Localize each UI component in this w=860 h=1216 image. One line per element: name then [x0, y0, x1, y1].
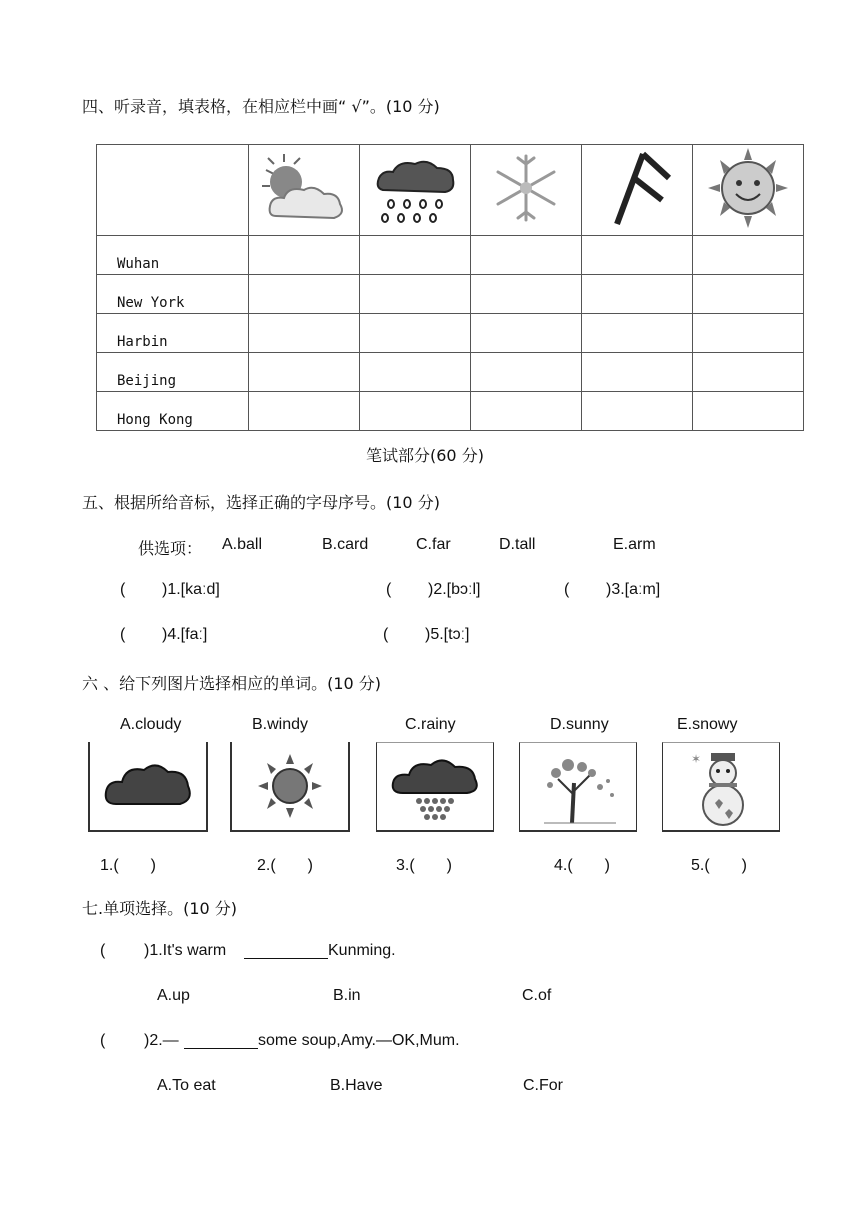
table-row: [97, 236, 804, 275]
answer-5[interactable]: 5.( ): [691, 857, 748, 874]
weather-table: [96, 144, 804, 431]
word-b: B.windy: [252, 716, 309, 733]
q1-option-a: A.up: [157, 987, 190, 1004]
q1-option-b: B.in: [333, 987, 361, 1004]
answer-cell[interactable]: [582, 353, 693, 392]
answer-paren[interactable]: (: [564, 581, 570, 598]
q2-option-a: A.To eat: [157, 1077, 216, 1094]
city-label: Hong Kong: [97, 392, 249, 431]
answer-cell[interactable]: [360, 353, 471, 392]
snowflake-icon: [471, 145, 582, 236]
answer-cell[interactable]: [249, 392, 360, 431]
answer-cell[interactable]: [693, 314, 804, 353]
answer-cell[interactable]: [471, 314, 582, 353]
question-2-stem: )2.—: [144, 1032, 179, 1049]
answer-cell[interactable]: [471, 275, 582, 314]
answer-paren[interactable]: (: [383, 626, 389, 643]
option-e: E.arm: [613, 536, 656, 553]
table-row: [97, 275, 804, 314]
answer-cell[interactable]: [249, 353, 360, 392]
table-row: [97, 314, 804, 353]
question-1-stem-end: Kunming.: [328, 942, 396, 959]
question-2-stem-end: some soup,Amy.—OK,Mum.: [258, 1032, 460, 1049]
sun-picture: [230, 742, 350, 832]
cloud-icon: [90, 742, 206, 830]
option-b: B.card: [322, 536, 369, 553]
windy-tree-icon: [520, 743, 636, 831]
phonetic-item-5: )5.[tɔː]: [425, 626, 470, 643]
section-5-title: 五、根据所给音标，选择正确的字母序号。(10 分): [82, 493, 440, 512]
options-label: 供选项：: [138, 539, 203, 558]
partly-cloudy-icon: [249, 145, 360, 236]
answer-cell[interactable]: [471, 353, 582, 392]
answer-2[interactable]: 2.( ): [257, 857, 314, 874]
cloud-picture: [88, 742, 208, 832]
answer-3[interactable]: 3.( ): [396, 857, 453, 874]
answer-cell[interactable]: [582, 392, 693, 431]
answer-cell[interactable]: [471, 392, 582, 431]
word-d: D.sunny: [550, 716, 609, 733]
svg-text:✶: ✶: [691, 752, 702, 766]
phonetic-item-4: )4.[faː]: [162, 626, 208, 643]
answer-cell[interactable]: [360, 314, 471, 353]
answer-cell[interactable]: [360, 275, 471, 314]
answer-cell[interactable]: [249, 275, 360, 314]
answer-cell[interactable]: [582, 236, 693, 275]
header-empty-cell: [97, 145, 249, 236]
city-label: Wuhan: [97, 236, 249, 275]
answer-cell[interactable]: [249, 314, 360, 353]
option-d: D.tall: [499, 536, 536, 553]
option-a: A.ball: [222, 536, 263, 553]
answer-cell[interactable]: [249, 236, 360, 275]
rain-cloud-picture: [376, 742, 494, 832]
snowman-picture: [662, 742, 780, 832]
answer-cell[interactable]: [693, 275, 804, 314]
answer-cell[interactable]: [582, 275, 693, 314]
question-1-stem: )1.It's warm: [144, 942, 227, 959]
answer-cell[interactable]: [471, 236, 582, 275]
city-label: Beijing: [97, 353, 249, 392]
answer-paren[interactable]: (: [120, 626, 126, 643]
answer-paren[interactable]: (: [386, 581, 392, 598]
sun-icon: [232, 742, 348, 830]
blank-line: [184, 1048, 258, 1049]
q1-option-c: C.of: [522, 987, 552, 1004]
option-c: C.far: [416, 536, 451, 553]
word-a: A.cloudy: [120, 716, 182, 733]
answer-1[interactable]: 1.( ): [100, 857, 157, 874]
q2-option-b: B.Have: [330, 1077, 383, 1094]
q2-option-c: C.For: [523, 1077, 563, 1094]
table-row: [97, 353, 804, 392]
answer-paren[interactable]: (: [100, 942, 106, 959]
phonetic-item-1: )1.[kaːd]: [162, 581, 220, 598]
city-label: Harbin: [97, 314, 249, 353]
snowman-icon: [663, 743, 779, 831]
rain-icon: [360, 145, 471, 236]
phonetic-item-2: )2.[bɔːl]: [428, 581, 481, 598]
answer-4[interactable]: 4.( ): [554, 857, 611, 874]
answer-paren[interactable]: (: [100, 1032, 106, 1049]
smiling-sun-icon: [693, 145, 804, 236]
section-7-title: 七.单项选择。(10 分): [82, 899, 238, 918]
written-part-heading: 笔试部分(60 分): [366, 446, 484, 465]
blank-line: [244, 958, 328, 959]
city-label: New York: [97, 275, 249, 314]
answer-cell[interactable]: [360, 236, 471, 275]
phonetic-item-3: )3.[aːm]: [606, 581, 661, 598]
answer-cell[interactable]: [693, 353, 804, 392]
answer-cell[interactable]: [582, 314, 693, 353]
flag-wind-icon: [582, 145, 693, 236]
answer-cell[interactable]: [360, 392, 471, 431]
answer-cell[interactable]: [693, 392, 804, 431]
word-c: C.rainy: [405, 716, 456, 733]
word-e: E.snowy: [677, 716, 738, 733]
answer-paren[interactable]: (: [120, 581, 126, 598]
answer-cell[interactable]: [693, 236, 804, 275]
windy-tree-picture: [519, 742, 637, 832]
section-6-title: 六 、给下列图片选择相应的单词。(10 分): [82, 674, 382, 693]
rain-cloud-icon: [377, 743, 493, 831]
table-row: [97, 392, 804, 431]
section-4-title: 四、听录音，填表格，在相应栏中画“ √”。(10 分): [82, 97, 440, 116]
table-header-row: [97, 145, 804, 236]
